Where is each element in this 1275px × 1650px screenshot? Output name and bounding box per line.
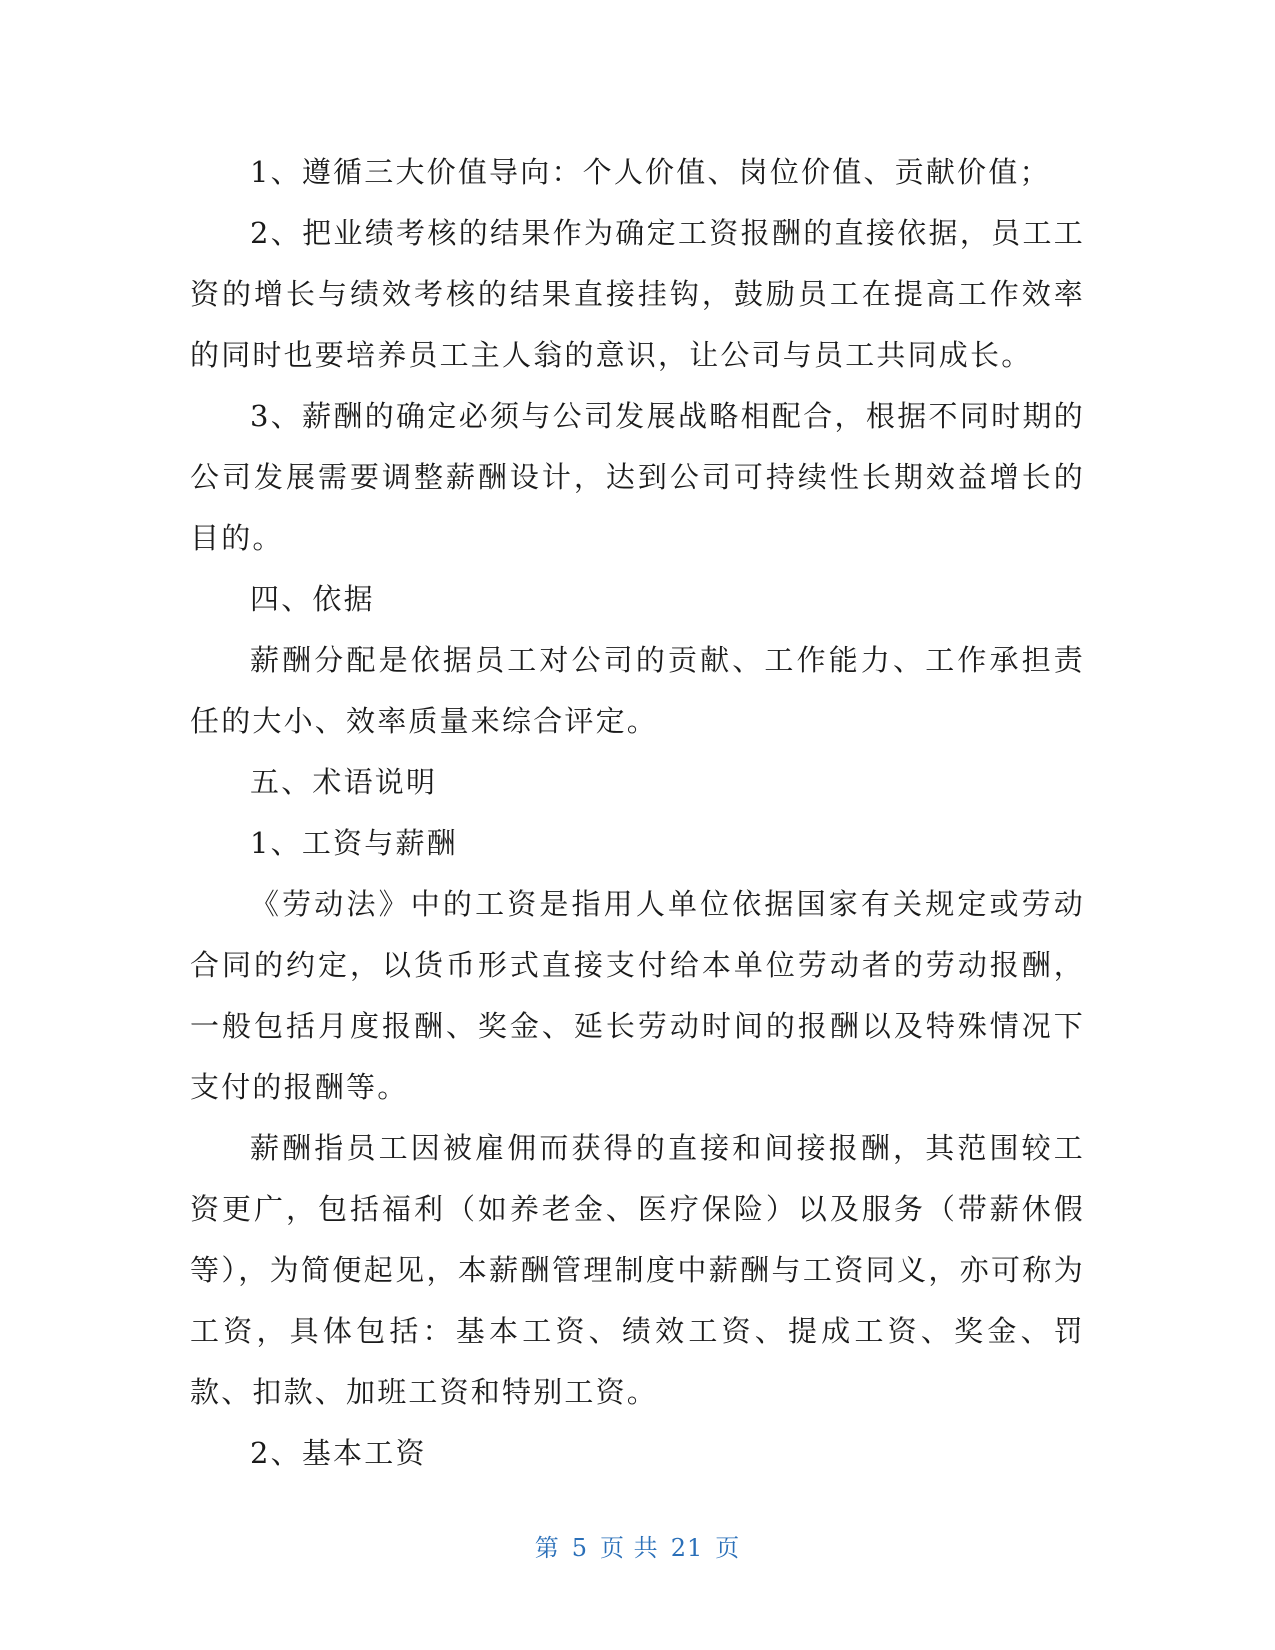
current-page-number: 5 (571, 1534, 589, 1562)
paragraph-value-orientation: 1、遵循三大价值导向：个人价值、岗位价值、贡献价值； (250, 155, 1051, 189)
footer-mid: 页 共 (600, 1534, 659, 1562)
footer-suffix: 页 (715, 1534, 741, 1562)
subheading-base-salary: 2、基本工资 (250, 1436, 427, 1470)
section-heading-basis: 四、依据 (250, 582, 375, 616)
page-number-footer (0, 1528, 1275, 1563)
paragraph-labor-law-wage: 《劳动法》中的工资是指用人单位依据国家有关规定或劳动合同的约定，以货币形式直接支付给本单位劳动者的劳动报酬，一般包括月度报酬、奖金、延长劳动时间的报酬以及特殊情况下支付的报酬等。 (190, 887, 1085, 1104)
paragraph-distribution-basis: 薪酬分配是依据员工对公司的贡献、工作能力、工作承担责任的大小、效率质量来综合评定。 (190, 643, 1085, 738)
section-heading-terms: 五、术语说明 (250, 765, 438, 799)
subheading-wage-and-compensation: 1、工资与薪酬 (250, 826, 458, 860)
paragraph-strategy-alignment: 3、薪酬的确定必须与公司发展战略相配合，根据不同时期的公司发展需要调整薪酬设计，达到公司可持续性长期效益增长的目的。 (190, 399, 1085, 555)
total-pages-number: 21 (670, 1534, 704, 1562)
document-body (190, 142, 1085, 1484)
paragraph-performance-basis: 2、把业绩考核的结果作为确定工资报酬的直接依据，员工工资的增长与绩效考核的结果直接挂钩，鼓励员工在提高工作效率的同时也要培养员工主人翁的意识，让公司与员工共同成长。 (190, 216, 1085, 372)
paragraph-compensation-definition: 薪酬指员工因被雇佣而获得的直接和间接报酬，其范围较工资更广，包括福利（如养老金、医疗保险）以及服务（带薪休假等），为简便起见，本薪酬管理制度中薪酬与工资同义，亦可称为工资，具体包括：基本工资、绩效工资、提成工资、奖金、罚款、扣款、加班工资和特别工资。 (190, 1131, 1085, 1409)
footer-prefix: 第 (534, 1534, 560, 1562)
